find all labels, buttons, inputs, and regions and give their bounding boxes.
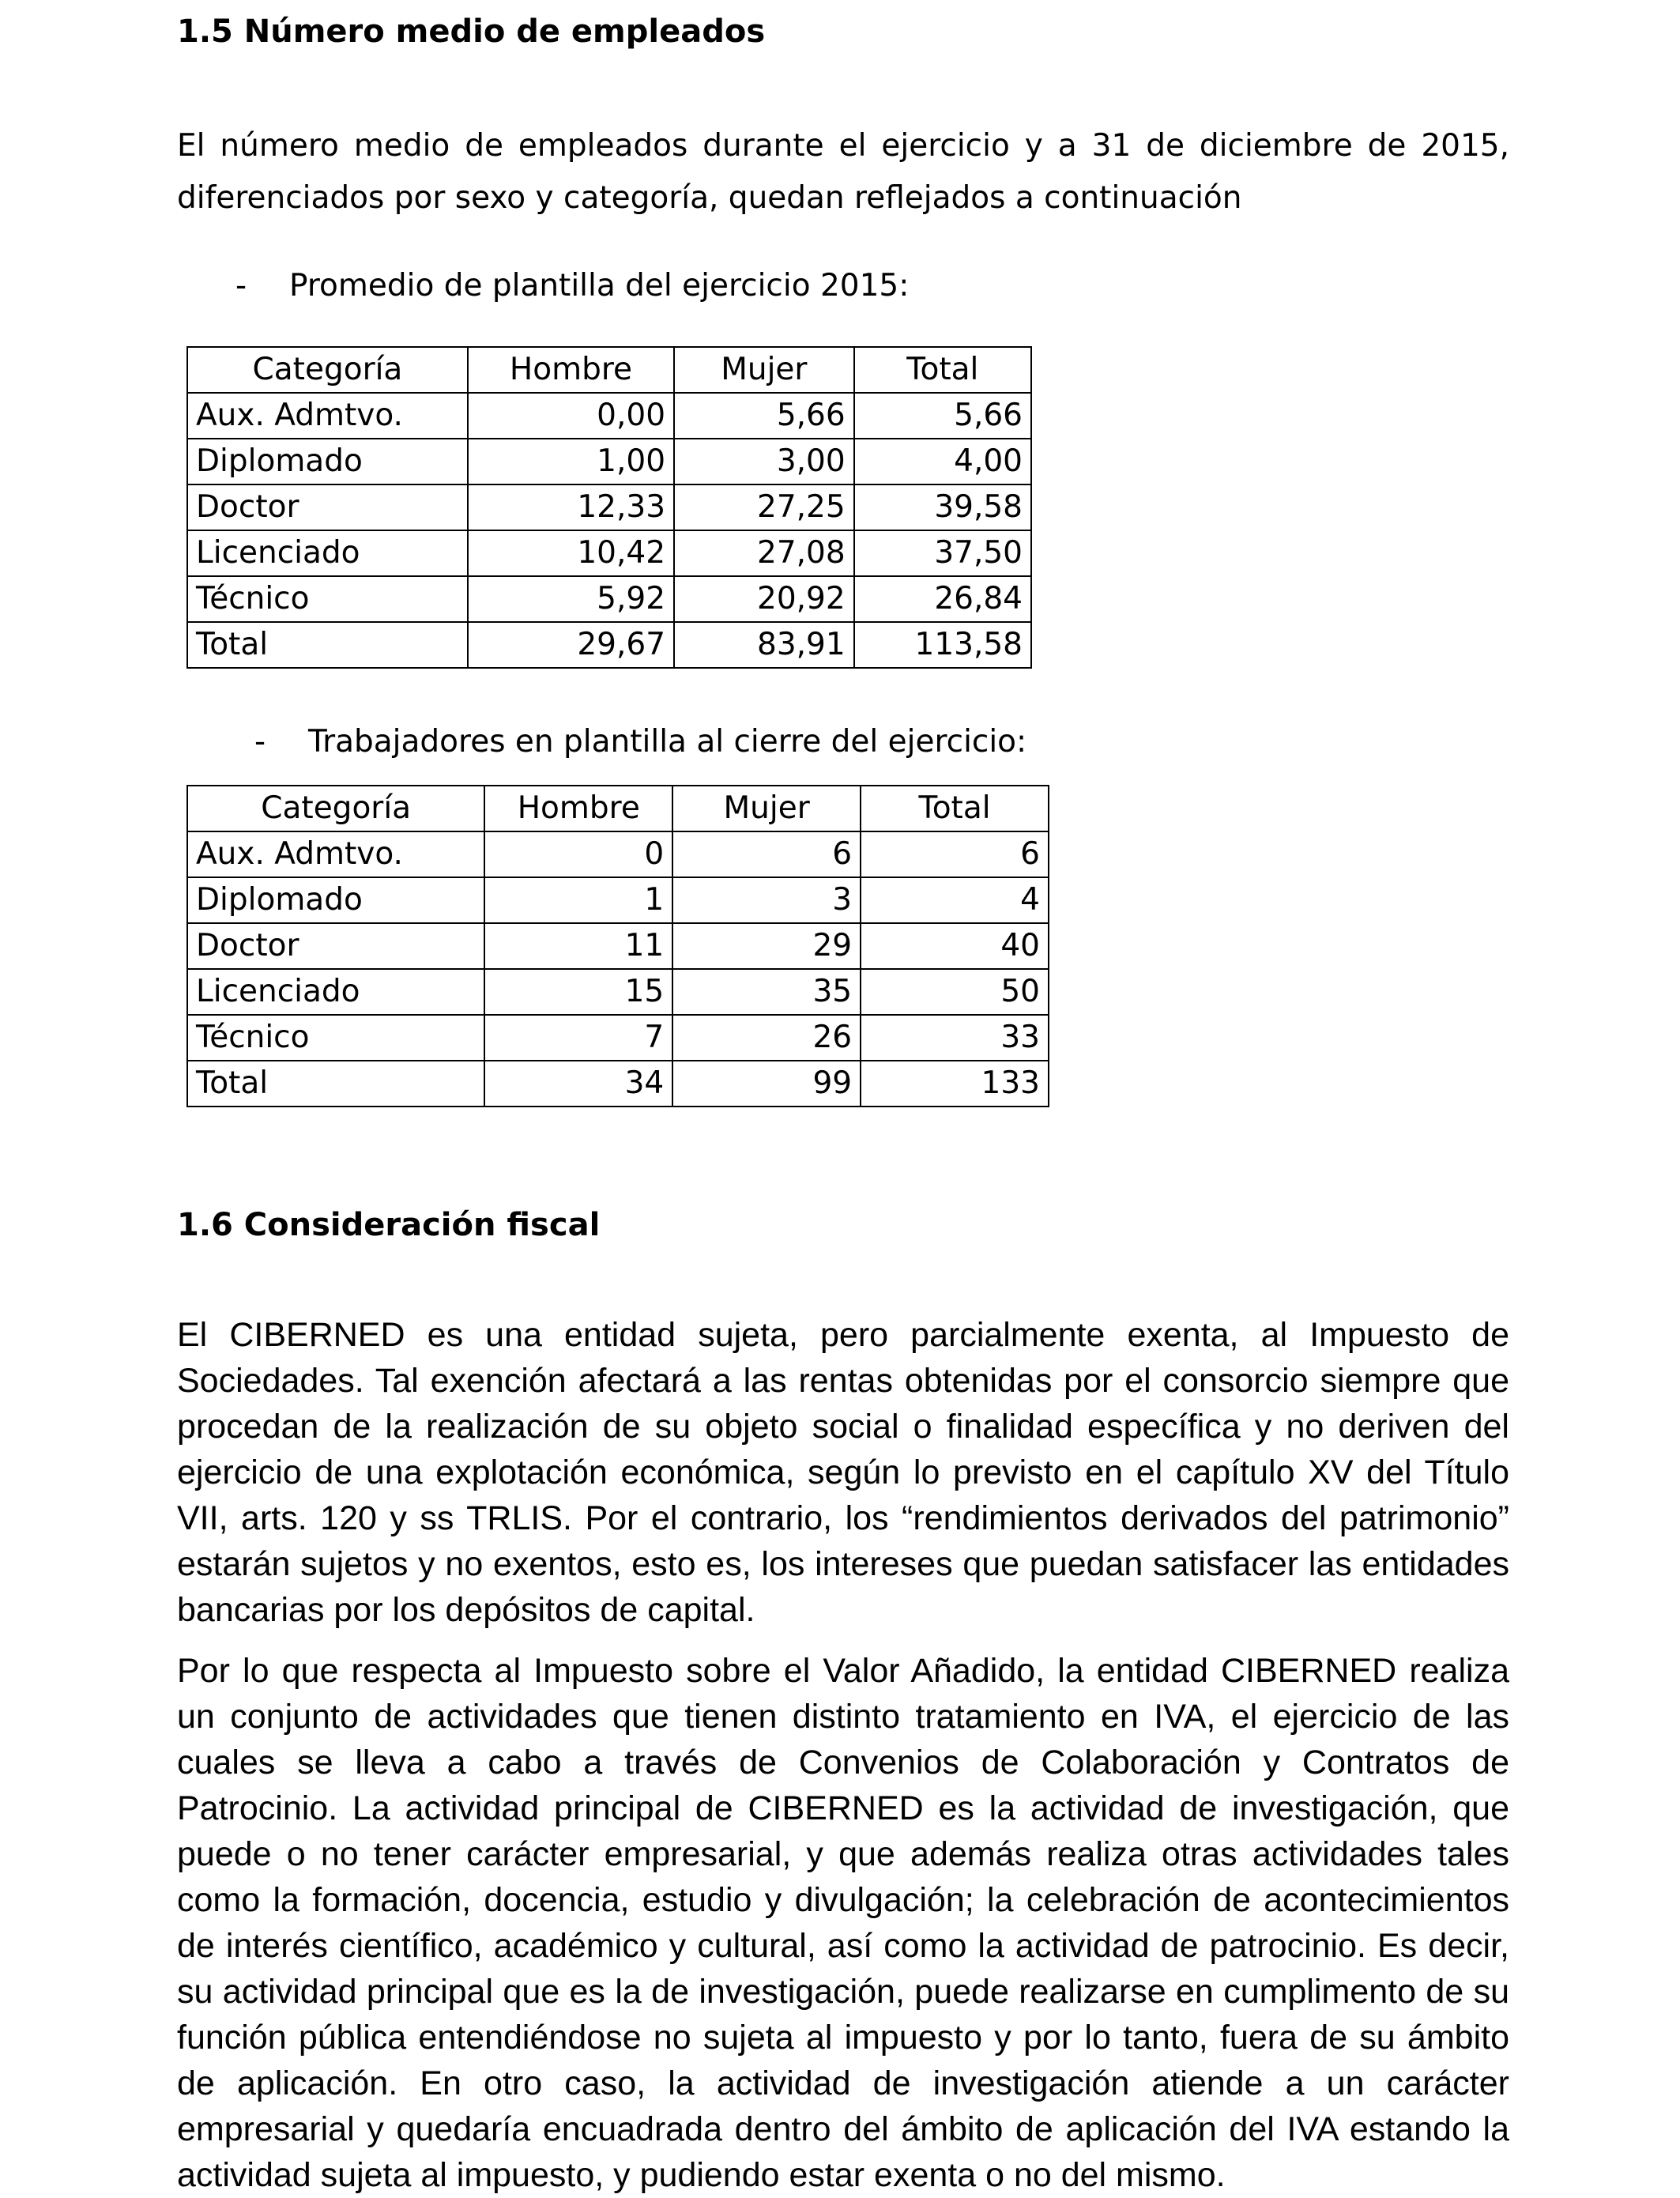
cell-women: 6 (672, 831, 861, 877)
table-row (187, 1015, 1049, 1061)
cell-women: 29 (672, 923, 861, 969)
cell-category: Diplomado (187, 877, 484, 923)
cell-men: 0 (484, 831, 672, 877)
column-header-men: Hombre (468, 347, 674, 393)
cell-men: 29,67 (468, 622, 674, 668)
cell-category: Técnico (187, 1015, 484, 1061)
cell-men: 15 (484, 969, 672, 1015)
table-total-row (187, 1061, 1049, 1107)
cell-category: Diplomado (187, 439, 468, 484)
cell-men: 10,42 (468, 530, 674, 576)
tax-paragraph-corporate: El CIBERNED es una entidad sujeta, pero parcialmente exenta, al Impuesto de Sociedades. Tal exención afectará a las rentas obtenidas por el consorcio siempre que procedan de la realización de su objeto social o finalidad específica y no deriven del ejercicio de una explotación económica, según lo previsto en el capítulo XV del Título VII, arts. 120 y ss TRLIS. Por el contrario, los “rendimientos derivados del patrimonio” estarán sujetos y no exentos, esto es, los intereses que puedan satisfacer las entidades bancarias por los depósitos de capital. (177, 1316, 1509, 1629)
cell-total: 4 (861, 877, 1049, 923)
cell-total: 33 (861, 1015, 1049, 1061)
cell-category: Doctor (187, 923, 484, 969)
table-row (187, 393, 1031, 439)
table2-caption-text: Trabajadores en plantilla al cierre del ejercicio: (308, 724, 1027, 760)
bullet-dash: - (254, 724, 266, 760)
cell-total: 6 (861, 831, 1049, 877)
cell-men: 1,00 (468, 439, 674, 484)
cell-total: 133 (861, 1061, 1049, 1107)
cell-category: Aux. Admtvo. (187, 393, 468, 439)
cell-total: 40 (861, 923, 1049, 969)
bullet-dash: - (235, 268, 247, 303)
column-header-category: Categoría (187, 347, 468, 393)
cell-men: 0,00 (468, 393, 674, 439)
table-row (187, 576, 1031, 622)
table-row (187, 530, 1031, 576)
cell-women: 35 (672, 969, 861, 1015)
cell-men: 1 (484, 877, 672, 923)
cell-category: Doctor (187, 484, 468, 530)
section-heading-employees: 1.5 Número medio de empleados (177, 13, 766, 50)
column-header-women: Mujer (674, 347, 854, 393)
cell-category: Licenciado (187, 969, 484, 1015)
cell-women: 27,25 (674, 484, 854, 530)
table-header-row (187, 347, 1031, 393)
cell-men: 34 (484, 1061, 672, 1107)
cell-women: 26 (672, 1015, 861, 1061)
cell-category: Total (187, 622, 468, 668)
cell-total: 113,58 (854, 622, 1031, 668)
cell-total: 5,66 (854, 393, 1031, 439)
cell-women: 5,66 (674, 393, 854, 439)
cell-total: 37,50 (854, 530, 1031, 576)
table-row (187, 877, 1049, 923)
cell-total: 4,00 (854, 439, 1031, 484)
column-header-category: Categoría (187, 786, 484, 831)
cell-men: 5,92 (468, 576, 674, 622)
table-row (187, 923, 1049, 969)
intro-paragraph: El número medio de empleados durante el ejercicio y a 31 de diciembre de 2015, diferenciados por sexo y categoría, quedan reflejados a continuación (177, 128, 1509, 216)
cell-women: 3 (672, 877, 861, 923)
cell-total: 39,58 (854, 484, 1031, 530)
tax-paragraph-vat: Por lo que respecta al Impuesto sobre el Valor Añadido, la entidad CIBERNED realiza un conjunto de actividades que tienen distinto tratamiento en IVA, el ejercicio de las cuales se lleva a cabo a través de Convenios de Colaboración y Contratos de Patrocinio. La actividad principal de CIBERNED es la actividad de investigación, que puede o no tener carácter empresarial, y que además realiza otras actividades tales como la formación, docencia, estudio y divulgación; la celebración de acontecimientos de interés científico, académico y cultural, así como la actividad de patrocinio. Es decir, su actividad principal que es la de investigación, puede realizarse en cumplimento de su función pública entendiéndose no sujeta al impuesto y por lo tanto, fuera de su ámbito de aplicación. En otro caso, la actividad de investigación atiende a un carácter empresarial y quedaría encuadrada dentro del ámbito de aplicación del IVA estando la actividad sujeta al impuesto, y pudiendo estar exenta o no del mismo. (177, 1652, 1509, 2194)
cell-women: 20,92 (674, 576, 854, 622)
cell-total: 50 (861, 969, 1049, 1015)
cell-total: 26,84 (854, 576, 1031, 622)
cell-category: Aux. Admtvo. (187, 831, 484, 877)
cell-men: 12,33 (468, 484, 674, 530)
cell-women: 83,91 (674, 622, 854, 668)
cell-women: 99 (672, 1061, 861, 1107)
column-header-total: Total (854, 347, 1031, 393)
cell-women: 3,00 (674, 439, 854, 484)
column-header-total: Total (861, 786, 1049, 831)
table-row (187, 484, 1031, 530)
column-header-women: Mujer (672, 786, 861, 831)
year-end-staff-table (186, 785, 1049, 1107)
cell-category: Técnico (187, 576, 468, 622)
table-header-row (187, 786, 1049, 831)
table-row (187, 439, 1031, 484)
table-row (187, 969, 1049, 1015)
cell-women: 27,08 (674, 530, 854, 576)
average-staff-table (186, 346, 1032, 669)
table1-caption-text: Promedio de plantilla del ejercicio 2015: (289, 268, 910, 303)
cell-category: Total (187, 1061, 484, 1107)
cell-category: Licenciado (187, 530, 468, 576)
cell-men: 11 (484, 923, 672, 969)
column-header-men: Hombre (484, 786, 672, 831)
table-row (187, 831, 1049, 877)
section-heading-tax: 1.6 Consideración fiscal (177, 1207, 601, 1243)
table-total-row (187, 622, 1031, 668)
cell-men: 7 (484, 1015, 672, 1061)
